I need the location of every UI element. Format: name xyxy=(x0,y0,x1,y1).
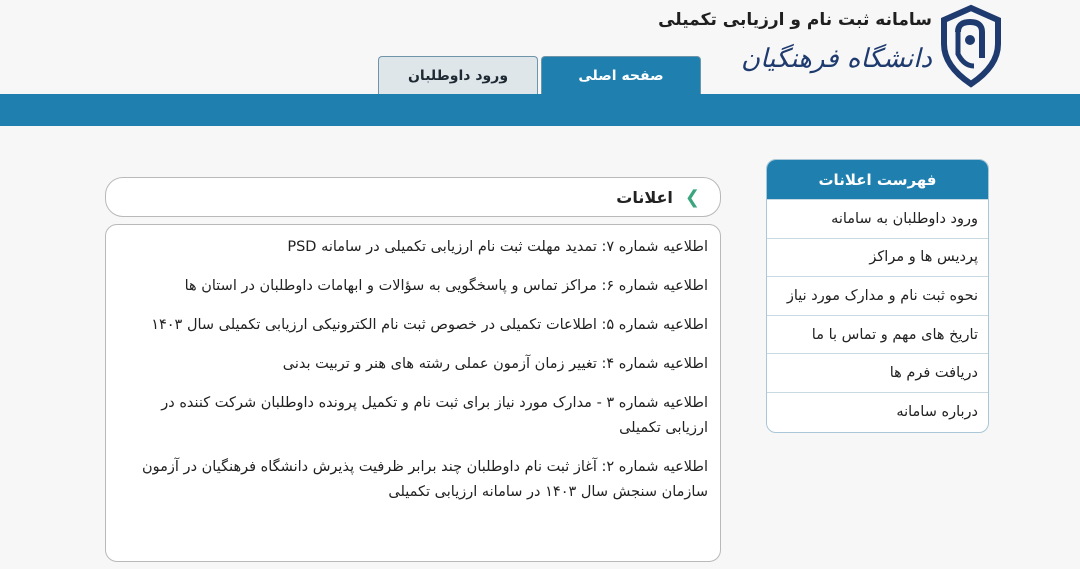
menu-title: فهرست اعلانات xyxy=(767,160,988,199)
system-title: سامانه ثبت نام و ارزیابی تکمیلی xyxy=(658,10,932,30)
header xyxy=(0,0,1080,94)
tab-candidate-login[interactable]: ورود داوطلبان xyxy=(378,56,538,94)
announcement-item[interactable]: اطلاعیه شماره ۵: اطلاعات تکمیلی در خصوص ثبت نام الکترونیکی ارزیابی تکمیلی سال ۱۴۰۳ xyxy=(151,317,708,333)
menu-item-dates-contact[interactable]: تاریخ های مهم و تماس با ما xyxy=(767,315,988,354)
university-emblem-icon xyxy=(940,4,1002,88)
menu-item-campuses[interactable]: پردیس ها و مراکز xyxy=(767,238,988,277)
announcement-item[interactable]: اطلاعیه شماره ۶: مراکز تماس و پاسخگویی به سؤالات و ابهامات داوطلبان در استان ها xyxy=(184,278,708,294)
announcements-title: اعلانات xyxy=(616,187,673,207)
announcement-item[interactable]: اطلاعیه شماره ۳ - مدارک مورد نیاز برای ثبت نام و تکمیل پرونده داوطلبان شرکت کننده در ارزیابی تکمیلی xyxy=(161,395,708,436)
announcement-item[interactable]: اطلاعیه شماره ۴: تغییر زمان آزمون عملی رشته های هنر و تربیت بدنی xyxy=(282,356,708,372)
menu-item-forms[interactable]: دریافت فرم ها xyxy=(767,353,988,392)
announcement-item[interactable]: اطلاعیه شماره ۷: تمدید مهلت ثبت نام ارزیابی تکمیلی در سامانه PSD xyxy=(287,239,708,255)
announcements-menu xyxy=(766,159,989,433)
menu-item-candidate-login[interactable]: ورود داوطلبان به سامانه xyxy=(767,199,988,238)
announcements-list xyxy=(105,224,721,562)
announcements-header xyxy=(105,177,721,217)
logo[interactable] xyxy=(658,0,1002,94)
menu-item-registration-docs[interactable]: نحوه ثبت نام و مدارک مورد نیاز xyxy=(767,276,988,315)
header-bar xyxy=(0,94,1080,126)
announcement-item[interactable]: اطلاعیه شماره ۲: آغاز ثبت نام داوطلبان چند برابر ظرفیت پذیرش دانشگاه فرهنگیان در آزمون سازمان سنجش سال ۱۴۰۳ در سامانه ارزیابی تکمیلی xyxy=(142,459,708,500)
university-name: دانشگاه فرهنگیان xyxy=(741,44,932,74)
tab-home[interactable]: صفحه اصلی xyxy=(541,56,701,94)
chevron-left-icon: ❯ xyxy=(684,186,700,208)
menu-item-about[interactable]: درباره سامانه xyxy=(767,392,988,431)
